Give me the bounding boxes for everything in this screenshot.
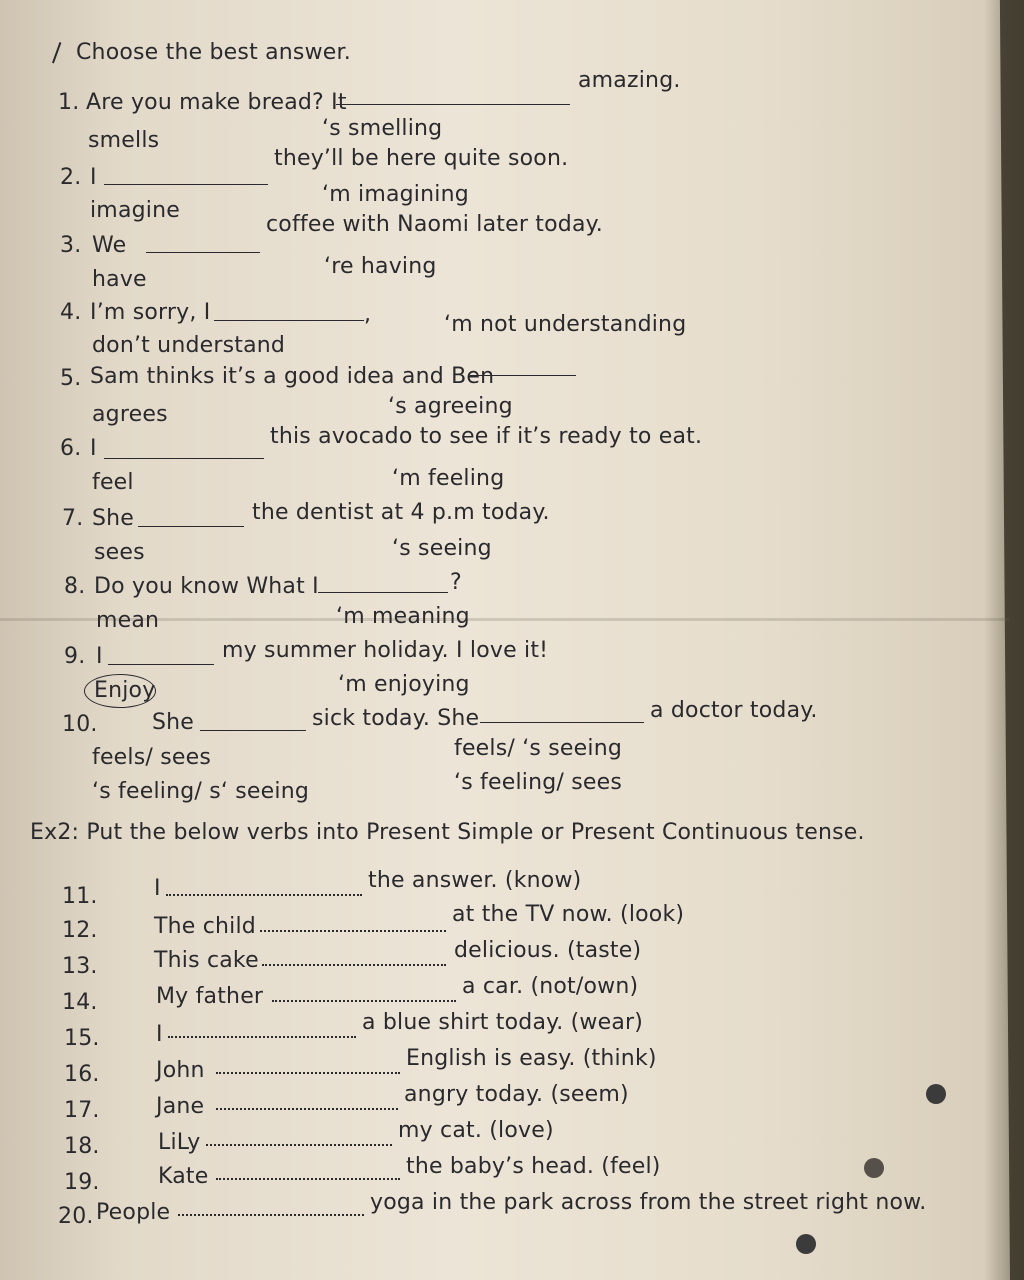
q1-option-b[interactable]: ‘s smelling bbox=[322, 116, 443, 141]
q9-option-a[interactable]: Enjoy bbox=[94, 678, 156, 703]
q4-text-end: , bbox=[364, 302, 372, 327]
q8-option-b[interactable]: ‘m meaning bbox=[336, 604, 470, 629]
q12-subject: The child bbox=[154, 914, 256, 939]
q10-option-a[interactable]: feels/ sees bbox=[92, 745, 211, 770]
q14-blank[interactable] bbox=[272, 1000, 456, 1002]
q2-option-b[interactable]: ‘m imagining bbox=[322, 182, 469, 207]
q6-number: 6. bbox=[60, 436, 82, 461]
q1-text: Are you make bread? It bbox=[86, 90, 347, 115]
q7-option-b[interactable]: ‘s seeing bbox=[392, 536, 492, 561]
q3-text-end: coffee with Naomi later today. bbox=[266, 212, 603, 237]
q17-blank[interactable] bbox=[216, 1108, 398, 1110]
q13-text: delicious. (taste) bbox=[454, 938, 642, 963]
q10-blank-1[interactable] bbox=[200, 730, 306, 731]
q5-option-b[interactable]: ‘s agreeing bbox=[388, 394, 513, 419]
exercise2-title: Ex2: Put the below verbs into Present Simple or Present Continuous tense. bbox=[30, 820, 865, 845]
q18-text: my cat. (love) bbox=[398, 1118, 554, 1143]
q11-blank[interactable] bbox=[166, 894, 362, 896]
q14-number: 14. bbox=[62, 990, 98, 1015]
q3-option-a[interactable]: have bbox=[92, 267, 147, 292]
punch-hole bbox=[864, 1158, 884, 1178]
q4-text: I’m sorry, I bbox=[90, 300, 211, 325]
q10-text-mid: sick today. She bbox=[312, 706, 480, 731]
q14-text: a car. (not/own) bbox=[462, 974, 639, 999]
q9-option-b[interactable]: ‘m enjoying bbox=[338, 672, 470, 697]
q10-option-d[interactable]: ‘s feeling/ sees bbox=[454, 770, 622, 795]
q5-text: Sam thinks it’s a good idea and Ben bbox=[90, 364, 495, 389]
q8-number: 8. bbox=[64, 574, 86, 599]
q15-subject: I bbox=[156, 1022, 163, 1047]
q8-text: Do you know What I bbox=[94, 574, 319, 599]
q17-text: angry today. (seem) bbox=[404, 1082, 629, 1107]
page-edge-shadow bbox=[984, 0, 1024, 1280]
q17-number: 17. bbox=[64, 1098, 100, 1123]
q4-option-a[interactable]: don’t understand bbox=[92, 333, 286, 358]
q16-subject: John bbox=[156, 1058, 205, 1083]
q9-text: I bbox=[96, 644, 103, 669]
q19-number: 19. bbox=[64, 1170, 100, 1195]
q5-number: 5. bbox=[60, 366, 82, 391]
q8-option-a[interactable]: mean bbox=[96, 608, 160, 633]
q18-blank[interactable] bbox=[206, 1144, 392, 1146]
q7-option-a[interactable]: sees bbox=[94, 540, 145, 565]
q9-text-end: my summer holiday. I love it! bbox=[222, 638, 549, 663]
q10-blank-2[interactable] bbox=[480, 722, 644, 723]
q4-number: 4. bbox=[60, 300, 82, 325]
q16-number: 16. bbox=[64, 1062, 100, 1087]
q6-text-end: this avocado to see if it’s ready to eat. bbox=[270, 424, 703, 449]
q15-number: 15. bbox=[64, 1026, 100, 1051]
q13-number: 13. bbox=[62, 954, 98, 979]
q6-option-b[interactable]: ‘m feeling bbox=[392, 466, 505, 491]
q9-blank[interactable] bbox=[108, 664, 214, 665]
q2-text-end: they’ll be here quite soon. bbox=[274, 146, 569, 171]
q15-blank[interactable] bbox=[168, 1036, 356, 1038]
q16-blank[interactable] bbox=[216, 1072, 400, 1074]
q8-blank[interactable] bbox=[318, 592, 448, 593]
q17-subject: Jane bbox=[156, 1094, 205, 1119]
q10-text-end: a doctor today. bbox=[650, 698, 818, 723]
q4-blank[interactable] bbox=[214, 320, 364, 321]
q12-blank[interactable] bbox=[260, 930, 446, 932]
q11-text: the answer. (know) bbox=[368, 868, 582, 893]
q13-blank[interactable] bbox=[262, 964, 446, 966]
q15-text: a blue shirt today. (wear) bbox=[362, 1010, 644, 1035]
q9-number: 9. bbox=[64, 644, 86, 669]
q14-subject: My father bbox=[156, 984, 264, 1009]
q2-blank[interactable] bbox=[104, 184, 268, 185]
q20-blank[interactable] bbox=[178, 1214, 364, 1216]
q12-text: at the TV now. (look) bbox=[452, 902, 685, 927]
punch-hole bbox=[796, 1234, 816, 1254]
q8-text-end: ? bbox=[450, 570, 462, 595]
q20-number: 20. bbox=[58, 1204, 94, 1229]
q7-text-end: the dentist at 4 p.m today. bbox=[252, 500, 550, 525]
q3-blank[interactable] bbox=[146, 252, 260, 253]
q19-subject: Kate bbox=[158, 1164, 209, 1189]
q3-number: 3. bbox=[60, 233, 82, 258]
punch-hole bbox=[926, 1084, 946, 1104]
q20-text: yoga in the park across from the street right now. bbox=[370, 1190, 927, 1215]
q1-blank[interactable] bbox=[336, 104, 570, 105]
q7-text: She bbox=[92, 506, 135, 531]
q11-number: 11. bbox=[62, 884, 98, 909]
q10-number: 10. bbox=[62, 712, 98, 737]
q3-option-b[interactable]: ‘re having bbox=[324, 254, 437, 279]
q1-option-a[interactable]: smells bbox=[88, 128, 160, 153]
q6-blank[interactable] bbox=[104, 458, 264, 459]
q4-option-b[interactable]: ‘m not understanding bbox=[444, 312, 687, 337]
q3-text: We bbox=[92, 233, 127, 258]
q6-option-a[interactable]: feel bbox=[92, 470, 134, 495]
q5-option-a[interactable]: agrees bbox=[92, 402, 168, 427]
q1-number: 1. bbox=[58, 90, 80, 115]
q16-text: English is easy. (think) bbox=[406, 1046, 657, 1071]
q11-subject: I bbox=[154, 876, 161, 901]
q10-option-c[interactable]: ‘s feeling/ s‘ seeing bbox=[92, 779, 310, 804]
q18-subject: LiLy bbox=[158, 1130, 201, 1155]
q10-option-b[interactable]: feels/ ‘s seeing bbox=[454, 736, 622, 761]
q2-option-a[interactable]: imagine bbox=[90, 198, 180, 223]
q13-subject: This cake bbox=[154, 948, 259, 973]
q7-number: 7. bbox=[62, 506, 84, 531]
q7-blank[interactable] bbox=[138, 526, 244, 527]
q20-subject: People bbox=[96, 1200, 171, 1225]
q2-text: I bbox=[90, 165, 97, 190]
q12-number: 12. bbox=[62, 918, 98, 943]
q10-text: She bbox=[152, 710, 195, 735]
q5-blank[interactable] bbox=[470, 375, 576, 376]
q6-text: I bbox=[90, 436, 97, 461]
q19-blank[interactable] bbox=[216, 1178, 400, 1180]
q18-number: 18. bbox=[64, 1134, 100, 1159]
exercise1-title: Choose the best answer. bbox=[76, 40, 351, 65]
q2-number: 2. bbox=[60, 165, 82, 190]
q1-text-end: amazing. bbox=[578, 68, 681, 93]
q19-text: the baby’s head. (feel) bbox=[406, 1154, 661, 1179]
